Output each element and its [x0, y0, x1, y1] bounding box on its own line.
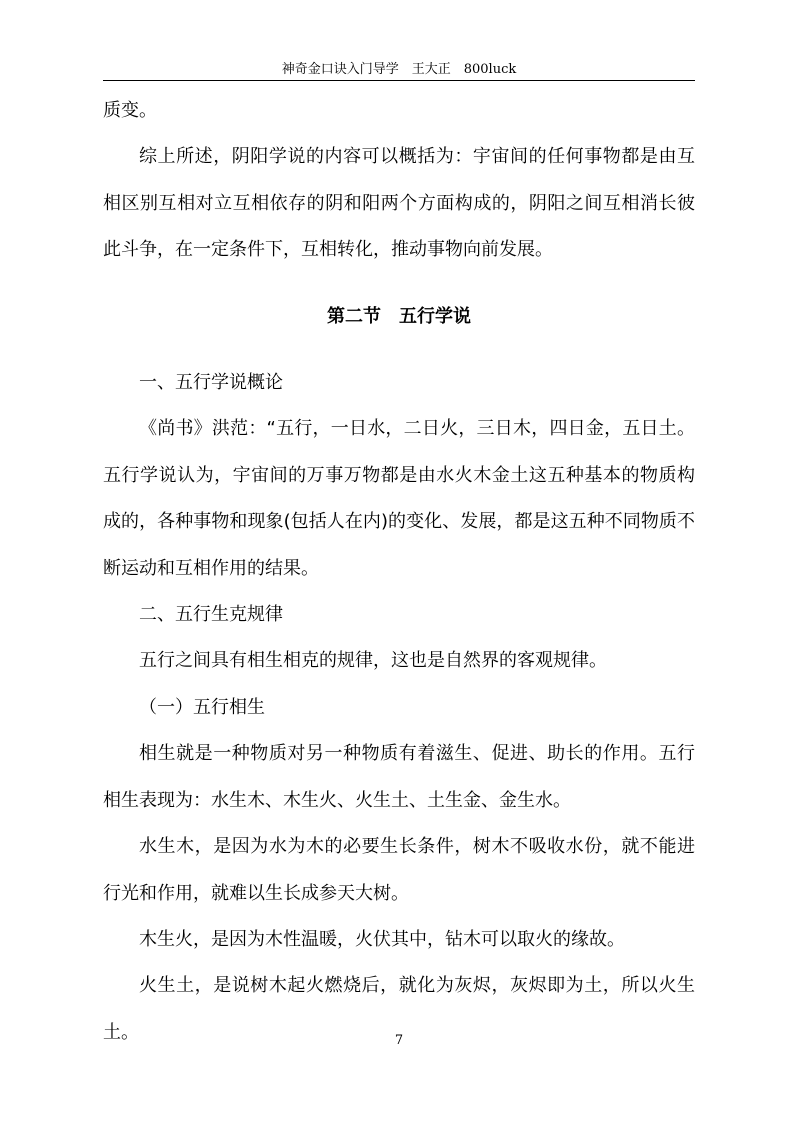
paragraph-fire-earth: 火生土，是说树木起火燃烧后，就化为灰烬，灰烬即为土，所以火生土。 — [103, 975, 695, 1043]
subheading-mutual-generation: （一）五行相生 — [139, 696, 265, 718]
section-title: 第二节 五行学说 — [327, 305, 471, 327]
page-body — [103, 88, 695, 1056]
paragraph-mutual-generation: 相生就是一种物质对另一种物质有着滋生、促进、助长的作用。五行相生表现为：水生木、木生火、火生土、土生金、金生水。 — [103, 743, 695, 811]
paragraph-law: 五行之间具有相生相克的规律，这也是自然界的客观规律。 — [139, 650, 607, 672]
paragraph-summary: 综上所述，阴阳学说的内容可以概括为：宇宙间的任何事物都是由互相区别互相对立互相依存的阴和阳两个方面构成的，阴阳之间互相消长彼此斗争，在一定条件下，互相转化，推动事物向前发展。 — [103, 146, 695, 261]
running-header: 神奇金口诀入门导学 王大正 800luck — [281, 62, 517, 77]
paragraph-wood-fire: 木生火，是因为木性温暖，火伏其中，钻木可以取火的缘故。 — [139, 928, 625, 950]
page-number: 7 — [394, 1033, 404, 1048]
subheading-overview: 一、五行学说概论 — [139, 372, 283, 394]
header-rule — [103, 80, 695, 81]
paragraph-continued: 质变。 — [103, 100, 157, 121]
paragraph-water-wood: 水生木，是因为水为木的必要生长条件，树木不吸收水份，就不能进行光和作用，就难以生长成参天大树。 — [103, 836, 695, 904]
paragraph-shangshu: 《尚书》洪范：“五行，一日水，二日火，三日木，四日金，五日土。五行学说认为，宇宙间的万事万物都是由水火木金土这五种基本的物质构成的，各种事物和现象(包括人在内)的变化、发展，都是这五种不同物质不断运动和互相作用的结果。 — [103, 418, 695, 579]
subheading-generation-restraint: 二、五行生克规律 — [139, 604, 283, 626]
